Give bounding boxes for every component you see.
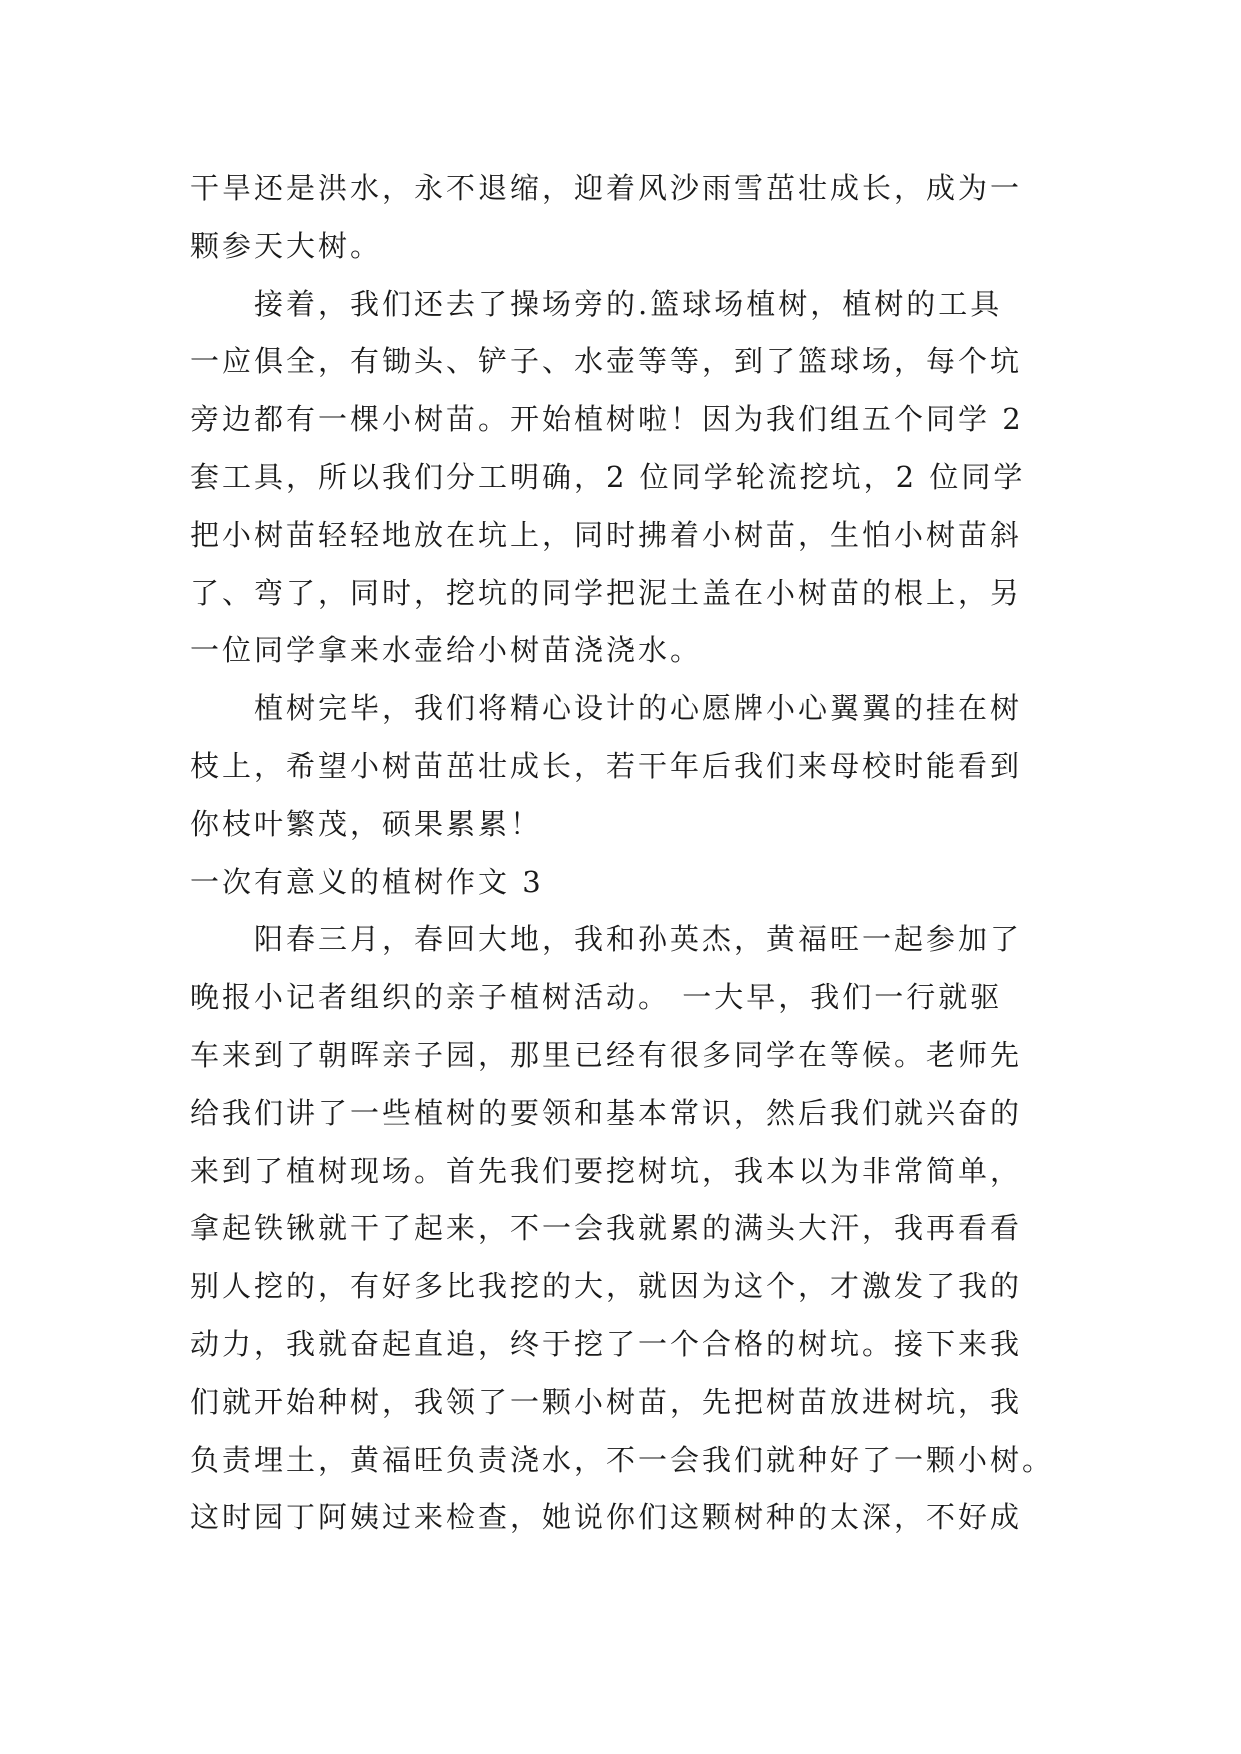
text-line: 干旱还是洪水，永不退缩，迎着风沙雨雪茁壮成长，成为一 [190,171,1023,205]
text-line: 套工具，所以我们分工明确，2 位同学轮流挖坑，2 位同学 [190,459,1026,494]
text-line: 把小树苗轻轻地放在坑上，同时拂着小树苗，生怕小树苗斜 [190,517,1023,552]
paragraph-start-line: 植树完毕，我们将精心设计的心愿牌小心翼翼的挂在树 [254,691,1023,726]
text-line: 枝上，希望小树苗茁壮成长，若干年后我们来母校时能看到 [190,748,1023,783]
text-line: 这时园丁阿姨过来检查，她说你们这颗树种的太深，不好成 [190,1500,1023,1535]
text-line: 了、弯了，同时，挖坑的同学把泥土盖在小树苗的根上，另 [190,575,1023,610]
text-line: 负责埋土，黄福旺负责浇水，不一会我们就种好了一颗小树。 [190,1442,1055,1477]
text-line: 晚报小记者组织的亲子植树活动。 一大早，我们一行就驱 [190,980,1003,1015]
document-body [190,160,1070,1547]
text-line: 旁边都有一棵小树苗。开始植树啦！因为我们组五个同学 2 [190,402,1024,437]
text-line: 一位同学拿来水壶给小树苗浇浇水。 [190,633,703,668]
text-line: 拿起铁锹就干了起来，不一会我就累的满头大汗，我再看看 [190,1211,1023,1246]
text-line: 给我们讲了一些植树的要领和基本常识，然后我们就兴奋的 [190,1095,1023,1130]
text-line: 一应俱全，有锄头、铲子、水壶等等，到了篮球场，每个坑 [190,344,1023,379]
paragraph-start-line: 接着，我们还去了操场旁的.篮球场植树，植树的工具 [254,286,1003,321]
text-line: 来到了植树现场。首先我们要挖树坑，我本以为非常简单， [190,1153,1023,1188]
text-line: 你枝叶繁茂，硕果累累！ [190,806,543,841]
text-line: 车来到了朝晖亲子园，那里已经有很多同学在等候。老师先 [190,1037,1023,1072]
text-line: 动力，我就奋起直追，终于挖了一个合格的树坑。接下来我 [190,1326,1023,1361]
text-line: 别人挖的，有好多比我挖的大，就因为这个，才激发了我的 [190,1269,1023,1304]
paragraph-start-line: 阳春三月，春回大地，我和孙英杰，黄福旺一起参加了 [254,922,1023,957]
section-heading: 一次有意义的植树作文 3 [190,864,544,899]
text-line: 们就开始种树，我领了一颗小树苗，先把树苗放进树坑，我 [190,1384,1023,1419]
text-line: 颗参天大树。 [190,228,383,263]
